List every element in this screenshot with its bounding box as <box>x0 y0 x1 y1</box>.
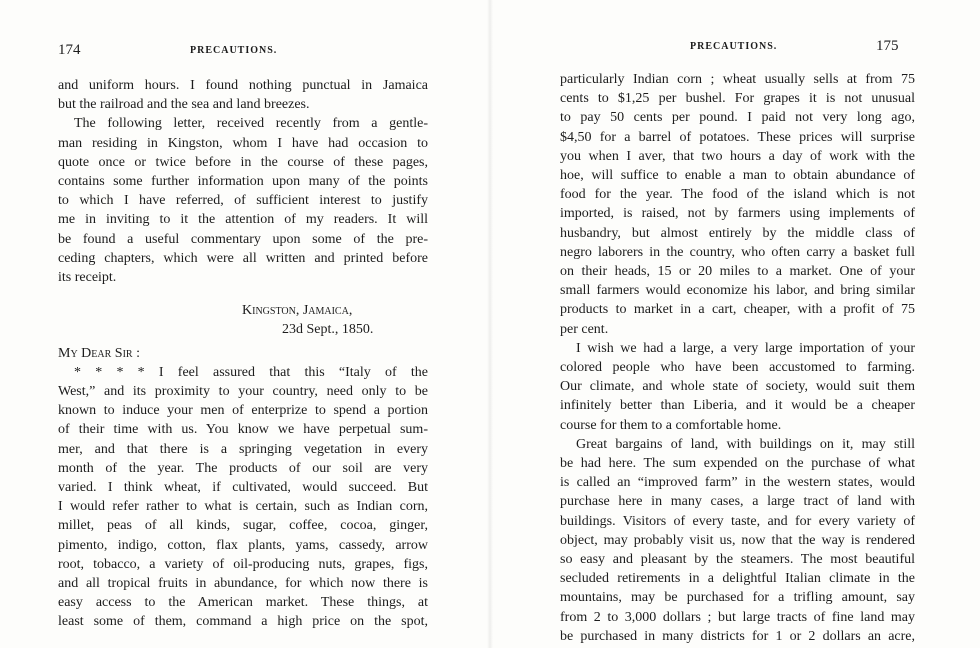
text-line: $4,50 for a barrel of potatoes. These prices will surprise <box>560 129 915 145</box>
text-line: particularly Indian corn ; wheat usually sells at from 75 <box>560 72 915 87</box>
text-line: quote once or twice before in the course of these pages, <box>58 154 428 170</box>
text-line: Great bargains of land, with buildings on it, may still <box>576 436 915 452</box>
text-line: mountains, may be purchased for a trifling amount, say <box>560 590 915 606</box>
text-line: I would refer rather to what is certain, such as Indian corn, <box>58 499 428 515</box>
text-line: products to market in a cart, cheaper, with a profit of 75 <box>560 302 915 318</box>
spacer <box>58 287 428 301</box>
text-line: from 2 to 3,000 dollars ; but large tracts of fine land may <box>560 609 915 625</box>
text-line: food for the year. The food of the island which is not <box>560 187 915 203</box>
left-page-body <box>58 76 428 632</box>
text-line: be had here. The sum expended on the purchase of what <box>560 456 915 472</box>
right-page <box>490 0 980 648</box>
text-line: course for them to a comfortable home. <box>560 417 782 433</box>
text-line: and all tropical fruits in abundance, for which now there is <box>58 576 428 592</box>
text-line: but the railroad and the sea and land breezes. <box>58 97 310 113</box>
text-line: root, tobacco, a variety of oil-producing nuts, grapes, figs, <box>58 556 428 572</box>
left-page-header <box>58 40 428 64</box>
right-page-body <box>560 70 915 646</box>
text-line: be purchased in many districts for 1 or 2 dollars an acre, <box>560 628 915 644</box>
text-line: I wish we had a large, a very large importation of your <box>576 340 915 356</box>
text-line: object, may probably visit us, now that the way is rendered <box>560 532 915 548</box>
text-line: varied. I think wheat, if cultivated, would succeed. But <box>58 480 428 496</box>
text-line: of their time with us. You know we have perpetual sum- <box>58 422 428 438</box>
text-line: and uniform hours. I found nothing punctual in Jamaica <box>58 78 428 93</box>
text-line: purchase here in many cases, a large tract of land with <box>560 494 915 510</box>
text-line: least some of them, command a high price on the spot, <box>58 614 428 630</box>
dateline-place: Kingston, Jamaica, <box>242 303 353 319</box>
text-line: is called an “improved farm” in the western states, would <box>560 475 915 491</box>
left-running-head: PRECAUTIONS. <box>190 45 278 56</box>
text-line: mer, and that there is a springing vegetation in every <box>58 441 428 457</box>
right-running-head: PRECAUTIONS. <box>690 41 778 52</box>
right-page-header <box>690 40 980 64</box>
text-line: to which I have referred, of sufficient interest to justify <box>58 193 428 209</box>
text-line: month of the year. The products of our soil are very <box>58 460 428 476</box>
text-line: per cent. <box>560 321 609 337</box>
text-line: easy access to the American market. These things, at <box>58 595 428 611</box>
text-line: its receipt. <box>58 270 117 286</box>
text-line: Our climate, and whole state of society, would suit them <box>560 379 915 395</box>
text-line: ceding chapters, which were all written and printed before <box>58 250 428 266</box>
text-line: contains some further information upon many of the points <box>58 174 428 190</box>
text-line: to pay 50 cents per pound. I paid not very long ago, <box>560 110 915 126</box>
text-line: pimento, indigo, cotton, flax plants, yams, cassedy, arrow <box>58 537 428 553</box>
text-line: colored people who have been accustomed to farming. <box>560 360 915 376</box>
text-line: man residing in Kingston, whom I have had occasion to <box>58 135 428 151</box>
text-line: me in inviting to it the attention of my readers. It will <box>58 212 428 228</box>
text-line: infinitely better than Liberia, and it would be a cheaper <box>560 398 915 414</box>
text-line: West,” and its proximity to your country, need only to be <box>58 384 428 400</box>
text-line: so easy and pleasant by the steamers. The most beautiful <box>560 552 915 568</box>
text-line: * * * * I feel assured that this “Italy of the <box>74 364 428 380</box>
text-line: small farmers would economize his labor, and bring similar <box>560 283 915 299</box>
text-line: millet, peas of all kinds, sugar, coffee, cocoa, ginger, <box>58 518 428 534</box>
salutation: My Dear Sir : <box>58 345 140 361</box>
text-line: on their heads, 15 or 20 miles to a market. One of your <box>560 264 915 280</box>
text-line: imported, is raised, not by farmers using implements of <box>560 206 915 222</box>
text-line: cents to $1,25 per bushel. For grapes it is not unusual <box>560 91 915 107</box>
left-page-number: 174 <box>58 42 81 58</box>
right-page-number: 175 <box>876 38 899 54</box>
text-line: buildings. Visitors of every taste, and for every variety of <box>560 513 915 529</box>
text-line: husbandry, but almost entirely by the middle class of <box>560 225 915 241</box>
text-line: negro laborers in the country, who often carry a basket full <box>560 244 915 260</box>
text-line: you when I aver, that two hours a day of work with the <box>560 148 915 164</box>
text-line: known to induce your men of enterprize to spend a portion <box>58 403 428 419</box>
text-line: The following letter, received recently from a gentle- <box>74 116 428 132</box>
text-line: be found a useful commentary upon some of the pre- <box>58 231 428 247</box>
dateline-date: 23d Sept., 1850. <box>282 322 374 338</box>
text-line: secluded retirements in a delightful Italian climate in the <box>560 571 915 587</box>
text-line: hoe, will suffice to enable a man to obtain abundance of <box>560 168 915 184</box>
